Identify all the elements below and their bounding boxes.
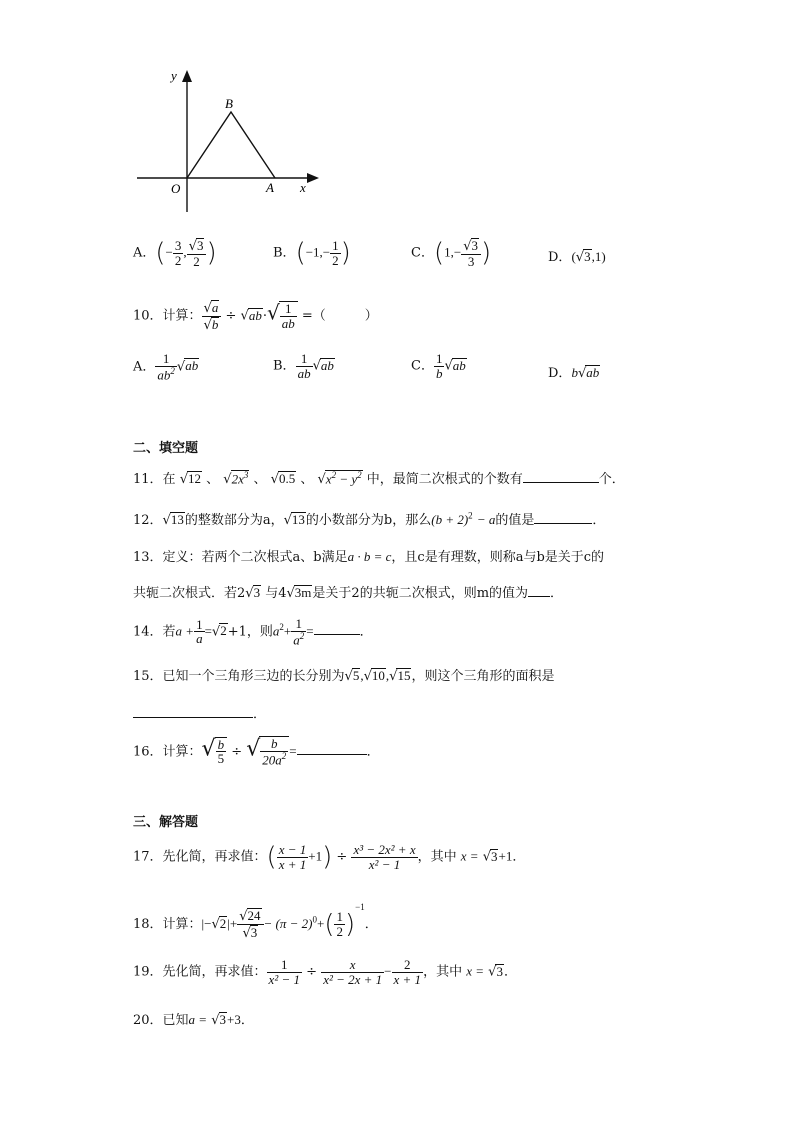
q12: 12．√13的整数部分为a，√13的小数部分为b，那么$(b + 2)^2 - a$的值是 ． bbox=[133, 510, 606, 528]
q19: 19．先化简，再求值： $\frac{1}{\text{x² − 1}}$ ÷ $\frac{x}{\text{x² − 2x + 1}}$ − $\frac{2}{x + 1}$ ，其中 x = √3． bbox=[133, 957, 517, 987]
q10-options bbox=[133, 352, 653, 392]
q15-answer-blank[interactable] bbox=[133, 705, 253, 718]
y-axis-arrow bbox=[182, 70, 192, 82]
label-a: A bbox=[266, 180, 274, 195]
q10-stem: 10．计算： $\frac{√a}{√b}$ ÷ √ab·√ $\frac{1}{ab}$ =（ ） bbox=[133, 300, 378, 333]
q10-option-b[interactable]: B． $\frac{1}{ab}$ √ab bbox=[273, 351, 334, 381]
q9-options bbox=[133, 236, 653, 280]
x-axis-arrow bbox=[307, 173, 319, 183]
label-y: y bbox=[171, 68, 177, 83]
q10-option-c[interactable]: C． $\frac{1}{b}$ √ab bbox=[411, 351, 466, 381]
section-2-title: 二、填空题 bbox=[133, 441, 199, 456]
q9-option-c[interactable]: C．(1,− $\frac{√3}{3}$ ) bbox=[411, 238, 492, 269]
q15: 15．已知一个三角形三边的长分别为√5,√10,√15，则这个三角形的面积是 bbox=[133, 668, 555, 684]
q12-answer-blank[interactable] bbox=[534, 511, 592, 524]
q20: 20．已知a = √3+3． bbox=[133, 1012, 254, 1028]
q18: 18．计算：|−√2|+ $\frac{√24}{√3}$ − $(\pi - 2)^0+$( $\frac{1}{2}$ )$^{-1}$． bbox=[133, 902, 378, 941]
q11: 11．在 √12 、 $√2x^3$ 、 √0.5 、 $√x^2 - y^2$ 中，最简二次根式的个数有 个． bbox=[133, 469, 625, 487]
q10-option-d[interactable]: D．b√ab bbox=[548, 365, 600, 381]
q15-answer-line: ． bbox=[133, 703, 266, 722]
q16-answer-blank[interactable] bbox=[297, 742, 367, 755]
label-b: B bbox=[225, 96, 233, 111]
q10-option-a[interactable]: A． $\frac{1}{ab^2}$ √ab bbox=[133, 351, 199, 382]
label-x: x bbox=[300, 180, 306, 195]
q17: 17．先化简，再求值：( $\frac{x - 1}{x + 1}$ +1) ÷ $\frac{\text{x³ − 2x² + x}}{\text{x² − 1}}$ ，其中 x = √3+1． bbox=[133, 841, 526, 872]
section-3-title: 三、解答题 bbox=[133, 815, 199, 830]
q14-answer-blank[interactable] bbox=[314, 622, 360, 635]
q11-answer-blank[interactable] bbox=[523, 470, 599, 483]
q13-answer-blank[interactable] bbox=[528, 584, 550, 597]
q14: 14．若a + $\frac{1}{a}$ =√2+1，则$a^2+$ $\frac{1}{a^2}$ = ． bbox=[133, 616, 373, 647]
q13-line1: 13．定义：若两个二次根式a、b满足a · b = c，且c是有理数，则称a与b是关于c的 bbox=[133, 549, 605, 565]
q9-option-a[interactable]: A．(− $\frac{3}{2}$ , $\frac{√3}{2}$ ) bbox=[133, 238, 217, 269]
q9-option-d[interactable]: D．(√3,1) bbox=[548, 249, 606, 265]
triangle-oba bbox=[187, 112, 275, 178]
coordinate-figure bbox=[125, 62, 335, 222]
label-o: O bbox=[171, 181, 181, 196]
q16: 16．计算：√ $\frac{b}{5}$ ÷ √ $\frac{b}{20a^2}$ = ． bbox=[133, 736, 380, 767]
q9-option-b[interactable]: B．(−1,− $\frac{1}{2}$ ) bbox=[273, 237, 351, 268]
q13-line2: 共轭二次根式．若2√3 与4√3m是关于2的共轭二次根式，则m的值为 ． bbox=[133, 585, 564, 601]
